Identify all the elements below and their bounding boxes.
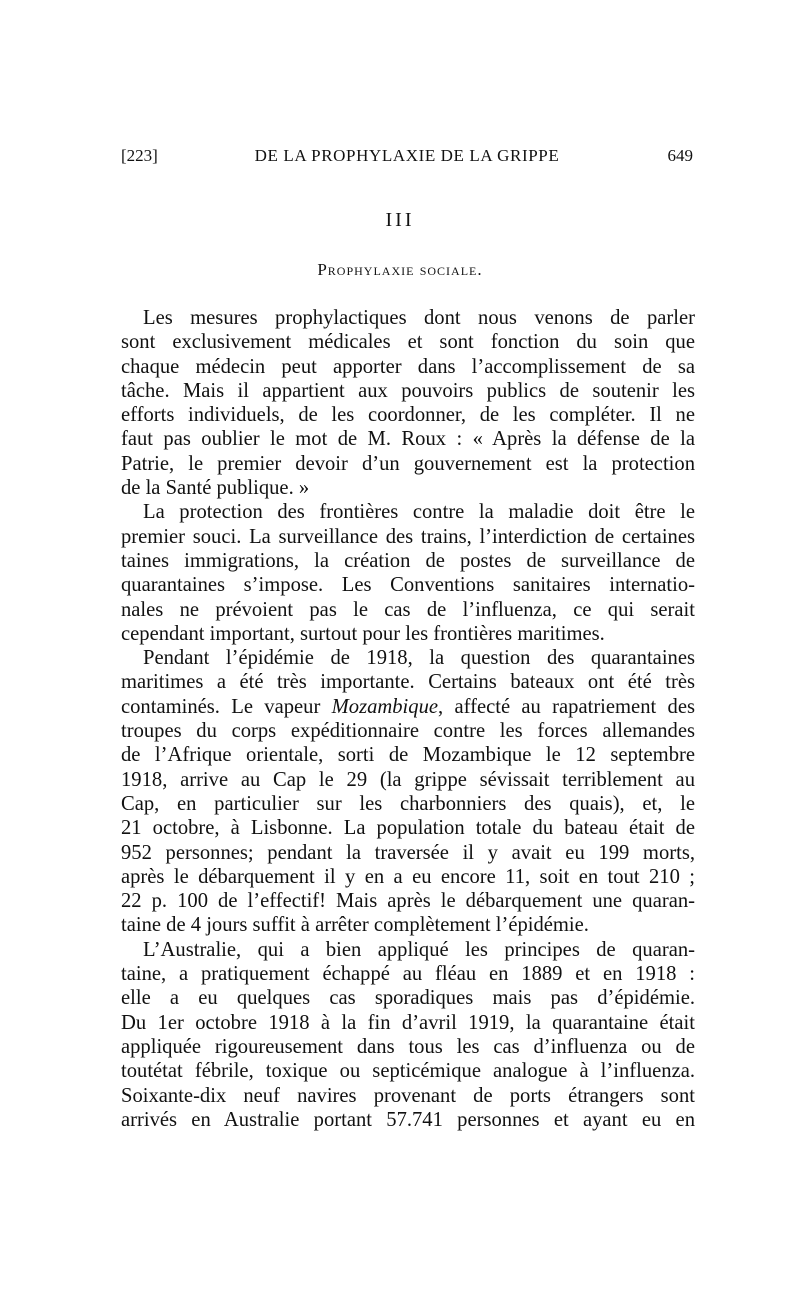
text-line <box>121 573 695 597</box>
text-line-content: Du 1er octobre 1918 à la fin d’avril 1919, la quarantaine était <box>121 1011 695 1034</box>
text-line-content: taine de 4 jours suffit à arrêter complètement l’épidémie. <box>121 914 589 937</box>
page-number: 649 <box>667 146 693 165</box>
text-line <box>121 646 695 670</box>
text-line <box>121 379 695 403</box>
section-number: III <box>385 209 415 231</box>
text-line <box>121 695 695 719</box>
text-line-content: 952 personnes; pendant la traversée il y avait eu 199 morts, <box>121 841 695 864</box>
text-line <box>121 525 695 549</box>
text-line <box>121 403 695 427</box>
text-line <box>121 622 695 646</box>
text-line-content: nales ne prévoient pas le cas de l’influenza, ce qui serait <box>121 598 695 621</box>
text-line-content: troupes du corps expéditionnaire contre les forces allemandes <box>121 720 695 743</box>
ship-name: Mozambique <box>331 695 439 718</box>
text-line-content: faut pas oublier le mot de M. Roux : « Après la défense de la <box>121 428 695 451</box>
text-line <box>121 938 695 962</box>
body-text <box>121 306 695 1132</box>
text-line <box>121 889 695 913</box>
text-line-content: tâche. Mais il appartient aux pouvoirs publics de soutenir les <box>121 379 695 402</box>
text-line <box>121 670 695 694</box>
text-line-content: maritimes a été très importante. Certains bateaux ont été très <box>121 671 695 694</box>
section-title: Prophylaxie sociale. <box>317 260 483 279</box>
text-line-content: arrivés en Australie portant 57.741 personnes et ayant eu en <box>121 1108 695 1131</box>
text-line-content: La protection des frontières contre la maladie doit être le <box>143 501 695 524</box>
text-line <box>121 792 695 816</box>
text-line-content: 21 octobre, à Lisbonne. La population totale du bateau était de <box>121 817 695 840</box>
text-line <box>121 865 695 889</box>
text-line-content: L’Australie, qui a bien appliqué les principes de quaran- <box>143 938 695 961</box>
text-line <box>121 768 695 792</box>
text-line-content: sont exclusivement médicales et sont fonction du soin que <box>121 331 695 354</box>
text-line-content: taines immigrations, la création de postes de surveillance de <box>121 549 695 572</box>
text-line <box>121 1035 695 1059</box>
text-line-content: chaque médecin peut apporter dans l’accomplissement de sa <box>121 355 695 378</box>
text-line-content: taine, a pratiquement échappé au fléau en 1889 et en 1918 : <box>121 963 695 986</box>
text-line <box>121 598 695 622</box>
text-line-content: appliquée rigoureusement dans tous les cas d’influenza ou de <box>121 1035 695 1058</box>
text-line-content: de l’Afrique orientale, sorti de Mozambique le 12 septembre <box>121 744 695 767</box>
text-line-content: premier souci. La surveillance des trains, l’interdiction de certaines <box>121 525 695 548</box>
text-line <box>121 427 695 451</box>
text-line-content: Les mesures prophylactiques dont nous venons de parler <box>143 307 695 329</box>
text-line <box>121 355 695 379</box>
text-line <box>121 986 695 1010</box>
text-line <box>121 743 695 767</box>
text-line-content: toutétat fébrile, toxique ou septicémique analogue à l’influenza. <box>121 1060 695 1083</box>
text-line <box>121 476 695 500</box>
text-line-content: 22 p. 100 de l’effectif! Mais après le débarquement une quaran- <box>121 890 695 913</box>
text-line <box>121 719 695 743</box>
text-line <box>121 962 695 986</box>
text-line-content: efforts individuels, de les coordonner, de les compléter. Il ne <box>121 404 695 427</box>
text-line-content: de la Santé publique. » <box>121 477 310 500</box>
page-reference: [223] <box>121 146 158 165</box>
text-line <box>121 330 695 354</box>
text-line <box>121 1108 695 1132</box>
text-line <box>121 1084 695 1108</box>
text-line-content: Soixante-dix neuf navires provenant de ports étrangers sont <box>121 1084 695 1107</box>
running-head <box>121 146 693 174</box>
text-line-content: cependant important, surtout pour les frontières maritimes. <box>121 622 605 645</box>
text-line <box>121 841 695 865</box>
text-line <box>121 1059 695 1083</box>
text-line-content: Patrie, le premier devoir d’un gouvernement est la protection <box>121 452 695 475</box>
text-line <box>121 913 695 937</box>
text-line-content: contaminés. Le vapeur <box>121 695 332 718</box>
text-line-content: 1918, arrive au Cap le 29 (la grippe sévissait terriblement au <box>121 768 695 791</box>
text-line-content: Cap, en particulier sur les charbonniers des quais), et, le <box>121 792 695 815</box>
text-line-content: elle a eu quelques cas sporadiques mais pas d’épidémie. <box>121 987 695 1010</box>
text-line-content: après le débarquement il y en a eu encore 11, soit en tout 210 ; <box>121 865 695 888</box>
text-line <box>121 1011 695 1035</box>
text-line <box>121 549 695 573</box>
text-line <box>121 452 695 476</box>
text-line <box>121 500 695 524</box>
text-line <box>121 816 695 840</box>
text-line-content: Pendant l’épidémie de 1918, la question des quarantaines <box>143 647 695 670</box>
text-line-content: quarantaines s’impose. Les Conventions sanitaires internatio- <box>121 574 695 597</box>
text-line <box>121 306 695 330</box>
running-title: DE LA PROPHYLAXIE DE LA GRIPPE <box>254 146 560 165</box>
text-line-continuation: , affecté au rapatriement des <box>438 695 695 718</box>
